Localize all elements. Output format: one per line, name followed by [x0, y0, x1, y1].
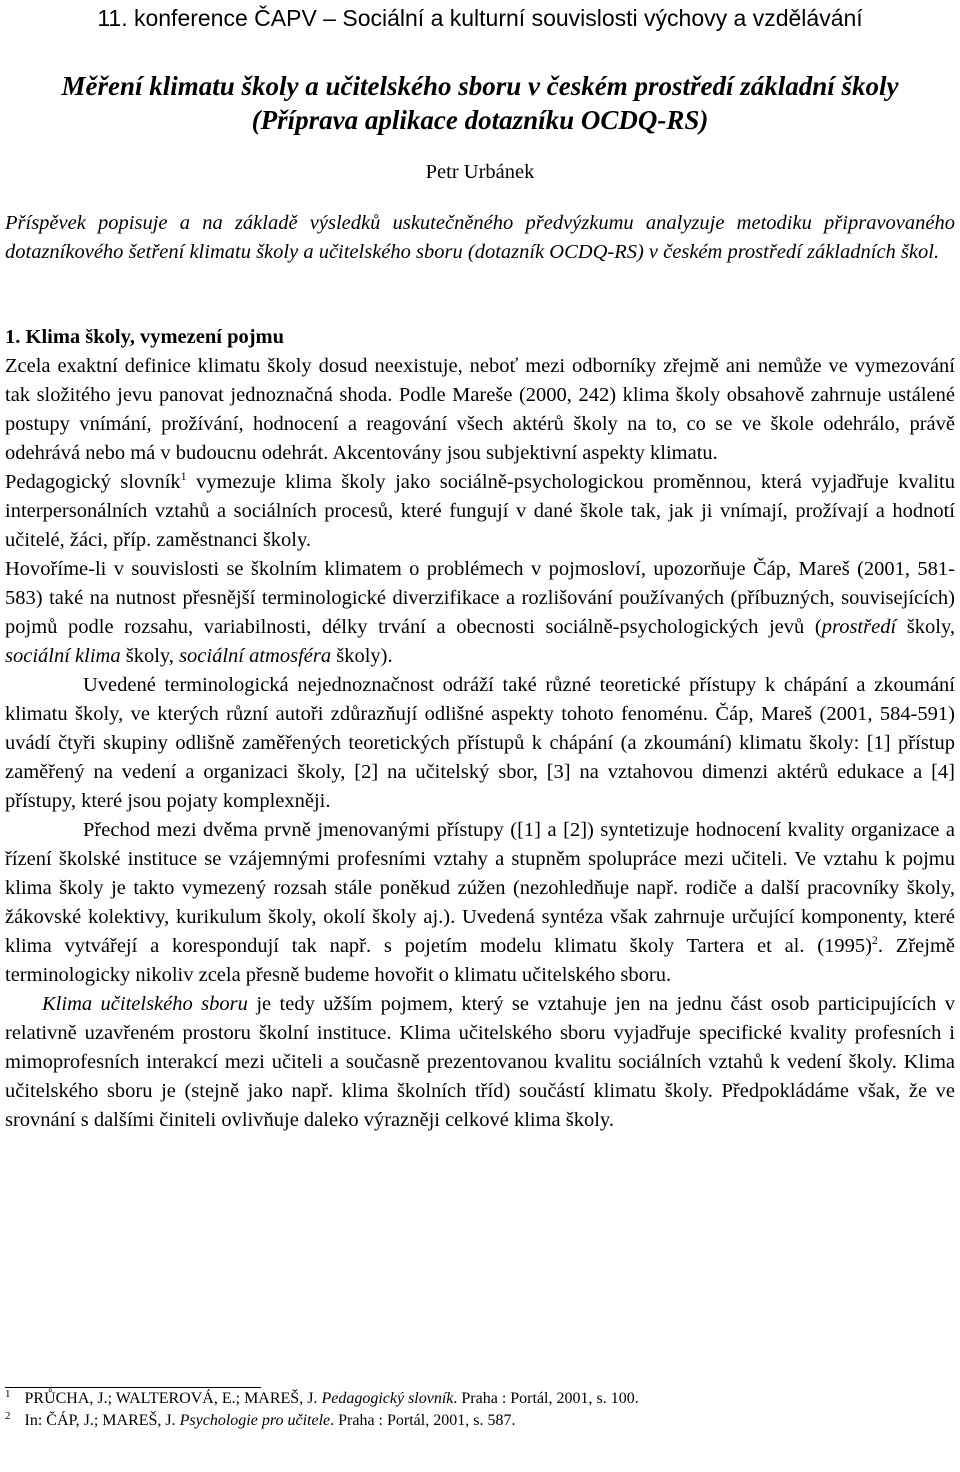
paragraph-4: Uvedené terminologická nejednoznačnost odráží také různé teoretické přístupy k chápání a zkoumání klimatu školy, ve kterých různí autoři zdůrazňují odlišné aspekty tohoto fenoménu. Čáp, Mareš (2001, 584-591) uvádí čtyři skupiny odlišně zaměřených teoretických přístupů k chápání (a zkoumání) klimatu školy: [1] přístup zaměřený na vedení a organizaci školy, [2] na učitelský sbor, [3] na vztahovou dimenzi aktérů edukace a [4] přístupy, které jsou pojaty komplexněji.: [5, 674, 955, 812]
footnote-2: $^2$ In: ČÁP, J.; MAREŠ, J. Psychologie pro učitele. Praha : Portál, 2001, s. 587.: [5, 1409, 516, 1429]
footnote-1: $^1$ PRŮCHA, J.; WALTEROVÁ, E.; MAREŠ, J. Pedagogický slovník. Praha : Portál, 2001, s. 100.: [5, 1387, 639, 1407]
footnotes: [5, 1387, 955, 1432]
footnote-ref-1: 1: [180, 469, 187, 484]
title-line-1: Měření klimatu školy a učitelského sboru v českém prostředí základní školy: [61, 71, 899, 101]
abstract: Příspěvek popisuje a na základě výsledků uskutečněného předvýzkumu analyzuje metodiku připravovaného dotazníkového šetření klimatu školy a učitelského sboru (dotazník OCDQ-RS) v českém prostředí základních škol.: [5, 212, 955, 263]
title-line-2: (Příprava aplikace dotazníku OCDQ-RS): [251, 105, 709, 135]
paragraph-1: Zcela exaktní definice klimatu školy dosud neexistuje, neboť mezi odborníky zřejmě ani nemůže ve vymezování tak složitého jevu panovat jednoznačná shoda. Podle Mareše (2000, 242) klima školy obsahově zahrnuje ustálené postupy vnímání, prožívání, hodnocení a reagování všech aktérů školy na to, co se ve škole odehrálo, právě odehrává nebo má v budoucnu odehrát. Akcentovány jsou subjektivní aspekty klimatu.: [5, 355, 955, 464]
section-heading: 1. Klima školy, vymezení pojmu: [5, 326, 285, 348]
paper-title: [5, 69, 955, 137]
footnote-ref-2: 2: [871, 933, 878, 948]
document-page: [5, 0, 955, 1135]
running-header: 11. konference ČAPV – Sociální a kulturní souvislosti výchovy a vzdělávání: [97, 5, 863, 31]
paragraph-6: Klima učitelského sboru je tedy užším pojmem, který se vztahuje jen na jednu část osob participujících v relativně uzavřeném prostoru školní instituce. Klima učitelského sboru vyjadřuje specifické kvality profesních i mimoprofesních interakcí mezi učiteli a současně prezentovanou kvalitu sociálních vztahů k vedení školy. Klima učitelského sboru je (stejně jako např. klima školních tříd) součástí klimatu školy. Předpokládáme však, že ve srovnání s dalšími činiteli ovlivňuje daleko výrazněji celkové klima školy.: [5, 993, 955, 1131]
paragraph-5: Přechod mezi dvěma prvně jmenovanými přístupy ([1] a [2]) syntetizuje hodnocení kvality organizace a řízení školské instituce se vzájemnými profesními vztahy a stupněm spolupráce mezi učiteli. Ve vztahu k pojmu klima školy je takto vymezený rozsah stále poněkud zúžen (nezohledňuje např. rodiče a další pracovníky školy, žákovské kolektivy, kurikulum školy, okolí školy aj.). Uvedená syntéza však zahrnuje určující komponenty, které klima vytvářejí a korespondují tak např. s pojetím modelu klimatu školy Tartera et al. $(1995)^2$. Zřejmě terminologicky nikoliv zcela přesně budeme hovořit o klimatu učitelského sboru.: [5, 819, 955, 986]
author-name: Petr Urbánek: [425, 161, 535, 183]
paragraph-2: Pedagogický slovník$^1$ vymezuje klima školy jako sociálně-psychologickou proměnnou, která vyjadřuje kvalitu interpersonálních vztahů a sociálních procesů, které fungují v dané škole tak, jak ji vnímají, prožívají a hodnotí učitelé, žáci, příp. zaměstnanci školy.: [5, 469, 956, 551]
paragraph-3: Hovoříme-li v souvislosti se školním klimatem o problémech v pojmosloví, upozorňuje Čáp, Mareš (2001, 581-583) také na nutnost přesnější terminologické diverzifikace a rozlišování používaných (příbuzných, souvisejících) pojmů podle rozsahu, variabilnosti, délky trvání a obecnosti sociálně-psychologických jevů (prostředí školy, sociální klima školy, sociální atmosféra školy).: [5, 558, 955, 667]
section-body: [5, 352, 955, 1135]
